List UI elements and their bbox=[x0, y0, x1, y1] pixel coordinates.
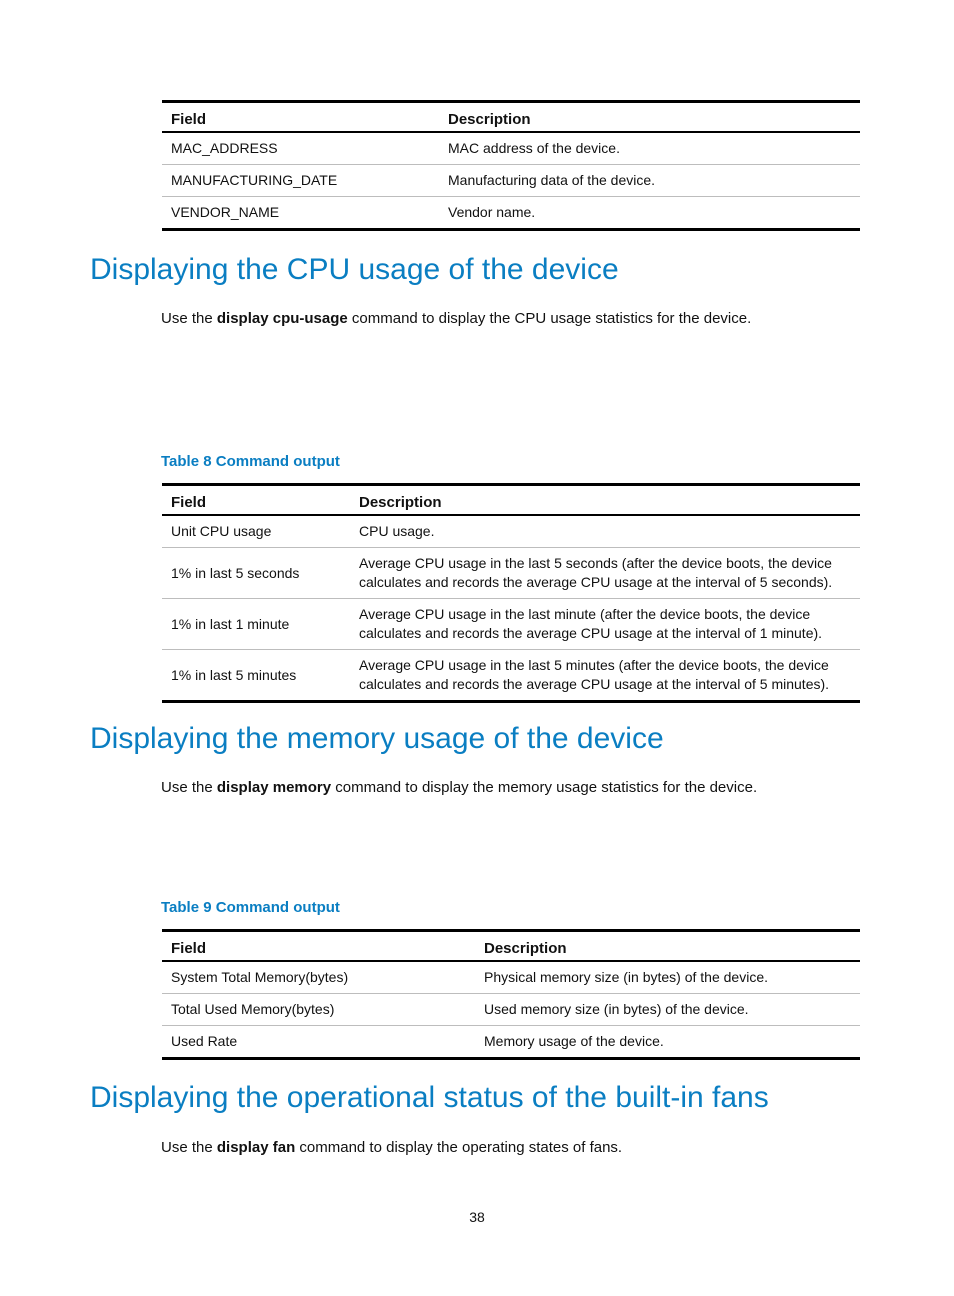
section-heading-cpu: Displaying the CPU usage of the device bbox=[90, 253, 619, 286]
table-header-row bbox=[162, 931, 860, 962]
description-cell: Average CPU usage in the last 5 minutes (after the device boots, the device calculates and records the average CPU usage at the interval of 5 minutes). bbox=[359, 657, 830, 692]
table-row bbox=[162, 961, 860, 994]
table-row bbox=[162, 197, 860, 230]
command-name: display memory bbox=[216, 779, 332, 796]
description-cell: MAC address of the device. bbox=[439, 132, 860, 165]
table-row bbox=[162, 165, 860, 197]
table-row bbox=[162, 548, 860, 599]
description-cell: Average CPU usage in the last minute (after the device boots, the device calculates and records the average CPU usage at the interval of 1 minute). bbox=[350, 599, 860, 650]
fields-table-top bbox=[162, 100, 860, 231]
memory-paragraph bbox=[161, 779, 757, 796]
table-row bbox=[162, 599, 860, 650]
header-description: Description bbox=[475, 931, 860, 962]
cpu-output-table bbox=[162, 483, 860, 703]
command-name: display fan bbox=[216, 1139, 296, 1156]
field-cell: Total Used Memory(bytes) bbox=[162, 994, 475, 1026]
table-row bbox=[162, 994, 860, 1026]
field-cell: MAC_ADDRESS bbox=[162, 132, 439, 165]
field-cell: System Total Memory(bytes) bbox=[162, 961, 475, 994]
field-cell: Used Rate bbox=[171, 1033, 238, 1049]
header-field: Field bbox=[162, 931, 475, 962]
table-caption-8: Table 8 Command output bbox=[161, 453, 340, 470]
header-description: Description bbox=[350, 485, 860, 516]
section-heading-memory: Displaying the memory usage of the device bbox=[90, 722, 664, 755]
description-cell: Memory usage of the device. bbox=[484, 1033, 664, 1049]
field-cell: 1% in last 1 minute bbox=[162, 599, 350, 650]
description-cell: Vendor name. bbox=[448, 204, 536, 220]
table-caption-9: Table 9 Command output bbox=[161, 899, 340, 916]
fans-paragraph bbox=[161, 1139, 622, 1156]
cpu-paragraph bbox=[161, 310, 751, 327]
memory-output-table bbox=[162, 929, 860, 1060]
description-cell: Manufacturing data of the device. bbox=[439, 165, 860, 197]
field-cell: 1% in last 5 minutes bbox=[171, 666, 297, 683]
description-cell: Used memory size (in bytes) of the device. bbox=[475, 994, 860, 1026]
description-cell: Physical memory size (in bytes) of the device. bbox=[475, 961, 860, 994]
table-row bbox=[162, 1026, 860, 1059]
paragraph-text: command to display the operating states of fans. bbox=[295, 1139, 623, 1156]
paragraph-text: Use the bbox=[161, 1139, 217, 1156]
header-description: Description bbox=[439, 102, 860, 133]
table-header-row bbox=[162, 102, 860, 133]
table-row bbox=[162, 132, 860, 165]
section-heading-fans: Displaying the operational status of the built-in fans bbox=[90, 1081, 769, 1114]
field-cell: Unit CPU usage bbox=[162, 515, 350, 548]
field-cell: VENDOR_NAME bbox=[171, 204, 280, 220]
field-cell: MANUFACTURING_DATE bbox=[162, 165, 439, 197]
header-field: Field bbox=[162, 102, 439, 133]
table-header-row bbox=[162, 485, 860, 516]
page-number: 38 bbox=[469, 1209, 485, 1225]
description-cell: Average CPU usage in the last 5 seconds (after the device boots, the device calculates and records the average CPU usage at the interval of 5 seconds). bbox=[350, 548, 860, 599]
description-cell: CPU usage. bbox=[350, 515, 860, 548]
paragraph-text: command to display the CPU usage statistics for the device. bbox=[347, 310, 752, 327]
field-cell: 1% in last 5 seconds bbox=[162, 548, 350, 599]
table-row bbox=[162, 650, 860, 702]
paragraph-text: command to display the memory usage statistics for the device. bbox=[331, 779, 758, 796]
table-row bbox=[162, 515, 860, 548]
header-field: Field bbox=[162, 485, 350, 516]
command-name: display cpu-usage bbox=[216, 310, 348, 327]
paragraph-text: Use the bbox=[161, 310, 217, 327]
paragraph-text: Use the bbox=[161, 779, 217, 796]
